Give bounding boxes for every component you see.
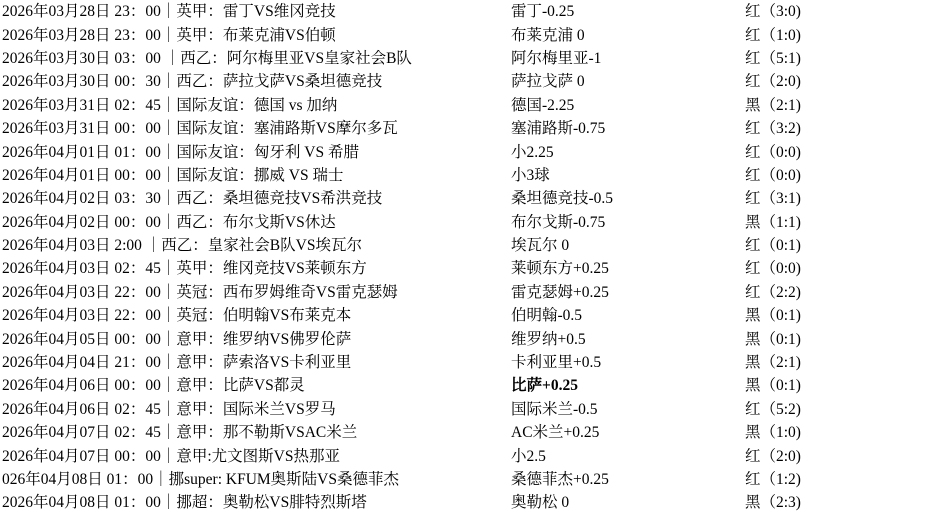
match-date-cell: 2026年03月31日 00：00｜国际友谊：塞浦路斯VS摩尔多瓦 (2, 120, 398, 138)
match-date-cell: 2026年04月07日 02：45｜意甲：那不勒斯VSAC米兰 (2, 424, 358, 442)
handicap-cell: 小2.25 (511, 143, 554, 161)
result-cell: 红（3:0) (745, 3, 801, 21)
table-row[interactable] (0, 421, 931, 444)
handicap-cell: 国际米兰-0.5 (511, 400, 598, 418)
table-row[interactable] (0, 374, 931, 397)
table-row[interactable] (0, 94, 931, 117)
handicap-cell: 埃瓦尔 0 (511, 237, 570, 255)
result-cell: 红（3:1) (745, 190, 801, 208)
match-date-cell: 2026年04月01日 00：00｜国际友谊：挪威 VS 瑞士 (2, 166, 344, 184)
result-cell: 红（3:2) (745, 120, 801, 138)
match-date-cell: 2026年04月03日 22：00｜英冠：西布罗姆维奇VS雷克瑟姆 (2, 283, 398, 301)
result-cell: 黑（1:0) (745, 424, 801, 442)
match-date-cell: 2026年04月01日 01：00｜国际友谊：匈牙利 VS 希腊 (2, 143, 359, 161)
match-date-cell: 2026年04月05日 00：00｜意甲：维罗纳VS佛罗伦萨 (2, 330, 352, 348)
result-cell: 红（2:2) (745, 283, 801, 301)
result-cell: 黑（0:1) (745, 330, 801, 348)
result-cell: 红（0:0) (745, 143, 801, 161)
result-cell: 红（1:2) (745, 471, 801, 488)
handicap-cell: 卡利亚里+0.5 (511, 354, 602, 372)
match-date-cell: 026年04月08日 01：00｜挪super: KFUM奥斯陆VS桑德菲杰 (2, 471, 399, 488)
table-row[interactable] (0, 164, 931, 187)
table-row[interactable] (0, 211, 931, 234)
handicap-cell: 比萨+0.25 (511, 377, 578, 395)
handicap-cell: 德国-2.25 (511, 96, 575, 114)
result-cell: 红（5:1) (745, 49, 801, 67)
match-date-cell: 2026年03月31日 02：45｜国际友谊：德国 vs 加纳 (2, 96, 338, 114)
match-date-cell: 2026年04月03日 22：00｜英冠：伯明翰VS布莱克本 (2, 307, 352, 325)
handicap-cell: AC米兰+0.25 (511, 424, 600, 442)
handicap-cell: 桑德菲杰+0.25 (511, 471, 609, 488)
result-cell: 红（2:0) (745, 447, 801, 465)
handicap-cell: 维罗纳+0.5 (511, 330, 586, 348)
handicap-cell: 萨拉戈萨 0 (511, 73, 585, 91)
match-date-cell: 2026年03月28日 23：00｜英甲：雷丁VS维冈竞技 (2, 3, 336, 21)
table-row[interactable] (0, 398, 931, 421)
match-date-cell: 2026年04月03日 2:00 ｜西乙：皇家社会B队VS埃瓦尔 (2, 237, 362, 255)
handicap-cell: 雷克瑟姆+0.25 (511, 283, 609, 301)
match-date-cell: 2026年04月06日 00：00｜意甲：比萨VS都灵 (2, 377, 305, 395)
match-date-cell: 2026年04月02日 00：00｜西乙：布尔戈斯VS休达 (2, 213, 336, 231)
match-date-cell: 2026年03月28日 23：00｜英甲：布莱克浦VS伯顿 (2, 26, 336, 44)
table-row[interactable] (0, 0, 931, 23)
table-row[interactable] (0, 491, 931, 514)
handicap-cell: 奥勒松 0 (511, 494, 570, 512)
result-cell: 黑（0:1) (745, 307, 801, 325)
match-date-cell: 2026年04月04日 21：00｜意甲：萨索洛VS卡利亚里 (2, 354, 352, 372)
table-row[interactable] (0, 304, 931, 327)
handicap-cell: 小2.5 (511, 447, 546, 465)
table-row[interactable] (0, 70, 931, 93)
table-row[interactable] (0, 257, 931, 280)
handicap-cell: 阿尔梅里亚-1 (511, 49, 602, 67)
handicap-cell: 小3球 (511, 166, 550, 184)
handicap-cell: 莱顿东方+0.25 (511, 260, 609, 278)
table-row[interactable] (0, 468, 931, 491)
match-date-cell: 2026年03月30日 03：00 ｜西乙：阿尔梅里亚VS皇家社会B队 (2, 49, 412, 67)
match-date-cell: 2026年04月07日 00：00｜意甲:尤文图斯VS热那亚 (2, 447, 340, 465)
match-date-cell: 2026年03月30日 00：30｜西乙：萨拉戈萨VS桑坦德竞技 (2, 73, 383, 91)
match-date-cell: 2026年04月06日 02：45｜意甲：国际米兰VS罗马 (2, 400, 336, 418)
result-cell: 黑（0:1) (745, 377, 801, 395)
result-cell: 红（0:1) (745, 237, 801, 255)
handicap-cell: 桑坦德竞技-0.5 (511, 190, 614, 208)
table-row[interactable] (0, 140, 931, 163)
result-cell: 红（0:0) (745, 166, 801, 184)
handicap-cell: 布尔戈斯-0.75 (511, 213, 606, 231)
result-cell: 黑（2:1) (745, 354, 801, 372)
table-row[interactable] (0, 23, 931, 46)
result-cell: 红（0:0) (745, 260, 801, 278)
table-row[interactable] (0, 47, 931, 70)
result-cell: 黑（2:3) (745, 494, 801, 512)
match-date-cell: 2026年04月08日 01：00｜挪超：奥勒松VS腓特烈斯塔 (2, 494, 367, 512)
table-row[interactable] (0, 327, 931, 350)
table-row[interactable] (0, 187, 931, 210)
match-date-cell: 2026年04月03日 02：45｜英甲：维冈竞技VS莱顿东方 (2, 260, 367, 278)
handicap-cell: 塞浦路斯-0.75 (511, 120, 606, 138)
result-cell: 红（1:0) (745, 26, 801, 44)
result-cell: 黑（2:1) (745, 96, 801, 114)
handicap-cell: 布莱克浦 0 (511, 26, 585, 44)
table-row[interactable] (0, 351, 931, 374)
result-cell: 红（2:0) (745, 73, 801, 91)
table-row[interactable] (0, 281, 931, 304)
result-cell: 红（5:2) (745, 400, 801, 418)
handicap-cell: 雷丁-0.25 (511, 3, 575, 21)
handicap-cell: 伯明翰-0.5 (511, 307, 583, 325)
table-row[interactable] (0, 117, 931, 140)
table-row[interactable] (0, 444, 931, 467)
result-cell: 黑（1:1) (745, 213, 801, 231)
table-row[interactable] (0, 234, 931, 257)
match-date-cell: 2026年04月02日 03：30｜西乙：桑坦德竞技VS希洪竞技 (2, 190, 383, 208)
